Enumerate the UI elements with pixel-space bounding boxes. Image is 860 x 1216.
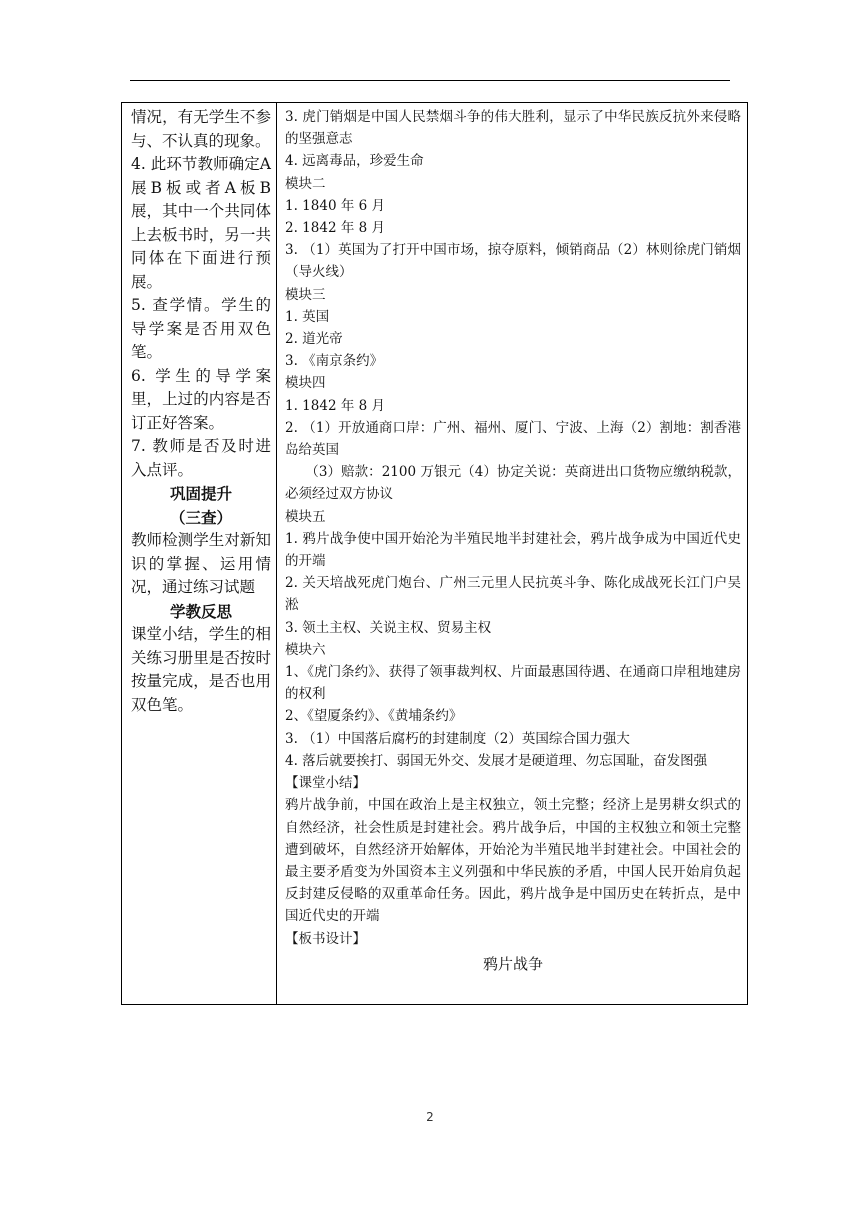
left-paragraph: 4. 此环节教师确定A展B板或者A板B展，其中一个共同体上去板书时，另一共同体在下面进行预展。 xyxy=(131,155,271,291)
answer-line: 3. （1）英国为了打开中国市场，掠夺原料，倾销商品（2）林则徐虎门销烟（导火线） xyxy=(285,242,741,281)
answer-line: 1、《虎门条约》、获得了领事裁判权、片面最惠国待遇、在通商口岸租地建房的权利 xyxy=(285,664,741,703)
summary-heading: 【课堂小结】 xyxy=(285,775,366,792)
module-heading: 模块五 xyxy=(285,508,326,525)
answer-line: 2. 道光帝 xyxy=(285,331,343,348)
answer-line: 2、《望厦条约》、《黄埔条约》 xyxy=(285,708,463,725)
left-paragraph: 教师检测学生对新知识的掌握、运用情况，通过练习试题 xyxy=(131,531,271,596)
board-design-heading: 【板书设计】 xyxy=(285,930,366,947)
left-paragraph: 6. 学生的导学案里，上过的内容是否订正好答案。 xyxy=(131,366,271,432)
header-rule xyxy=(130,80,730,81)
left-paragraph: 课堂小结，学生的相关练习册里是否按时按量完成，是否也用双色笔。 xyxy=(131,625,271,714)
answer-line: 2. 1842 年 8 月 xyxy=(285,220,385,237)
answers-column xyxy=(277,103,747,1004)
answer-line: 3. （1）中国落后腐朽的封建制度（2）英国综合国力强大 xyxy=(285,730,630,747)
answer-line: 1. 1842 年 8 月 xyxy=(285,397,385,414)
section-heading: 巩固提升 xyxy=(169,484,232,503)
left-paragraph: 7. 教师是否及时进入点评。 xyxy=(131,437,271,479)
module-heading: 模块三 xyxy=(285,286,326,303)
answer-line: 3. 虎门销烟是中国人民禁烟斗争的伟大胜利，显示了中华民族反抗外来侵略的坚强意志 xyxy=(285,109,741,148)
module-heading: 模块六 xyxy=(285,641,326,658)
lesson-plan-table xyxy=(121,102,748,1005)
module-heading: 模块四 xyxy=(285,375,326,392)
answer-line: 1. 1840 年 6 月 xyxy=(285,197,385,214)
answer-line: 1. 英国 xyxy=(285,308,330,325)
section-heading: 学教反思 xyxy=(169,601,232,621)
answer-line: 2. （1）开放通商口岸：广州、福州、厦门、宁波、上海（2）割地：割香港岛给英国 xyxy=(285,419,741,459)
answer-line: 4. 落后就要挨打、弱国无外交、发展才是硬道理、勿忘国耻，奋发图强 xyxy=(285,752,708,769)
module-heading: 模块二 xyxy=(285,175,326,192)
page-number: 2 xyxy=(426,1110,434,1124)
answer-line: 2. 关天培战死虎门炮台、广州三元里人民抗英斗争、陈化成战死长江门户吴淞 xyxy=(285,575,741,614)
teaching-notes-column xyxy=(122,103,277,1004)
answer-line: 1. 鸦片战争使中国开始沦为半殖民地半封建社会，鸦片战争成为中国近代史的开端 xyxy=(285,530,741,570)
answer-line: 3. 《南京条约》 xyxy=(285,353,384,370)
left-paragraph: 5. 查学情。学生的导学案是否用双色笔。 xyxy=(131,296,271,361)
answer-line: 3. 领土主权、关说主权、贸易主权 xyxy=(285,619,492,636)
answer-line: 4. 远离毒品，珍爱生命 xyxy=(285,153,424,170)
summary-paragraph: 鸦片战争前，中国在政治上是主权独立，领土完整；经济上是男耕女织式的自然经济，社会性质是封建社会。鸦片战争后，中国的主权独立和领土完整遭到破坏，自然经济开始解体，开始沦为半殖民地半封建社会。中国社会的最主要矛盾变为外国资本主义列强和中华民族的矛盾，中国人民开始肩负起反封建反侵略的双重革命任务。因此，鸦片战争是中国历史在转折点，是中国近代史的开端 xyxy=(285,797,741,925)
answer-line: （3）赔款：2100 万银元（4）协定关说：英商进出口货物应缴纳税款，必须经过双方协议 xyxy=(285,464,741,503)
left-paragraph: 情况，有无学生不参与、不认真的现象。 xyxy=(131,108,271,150)
section-heading: （三查） xyxy=(169,507,232,527)
board-title: 鸦片战争 xyxy=(482,954,543,973)
